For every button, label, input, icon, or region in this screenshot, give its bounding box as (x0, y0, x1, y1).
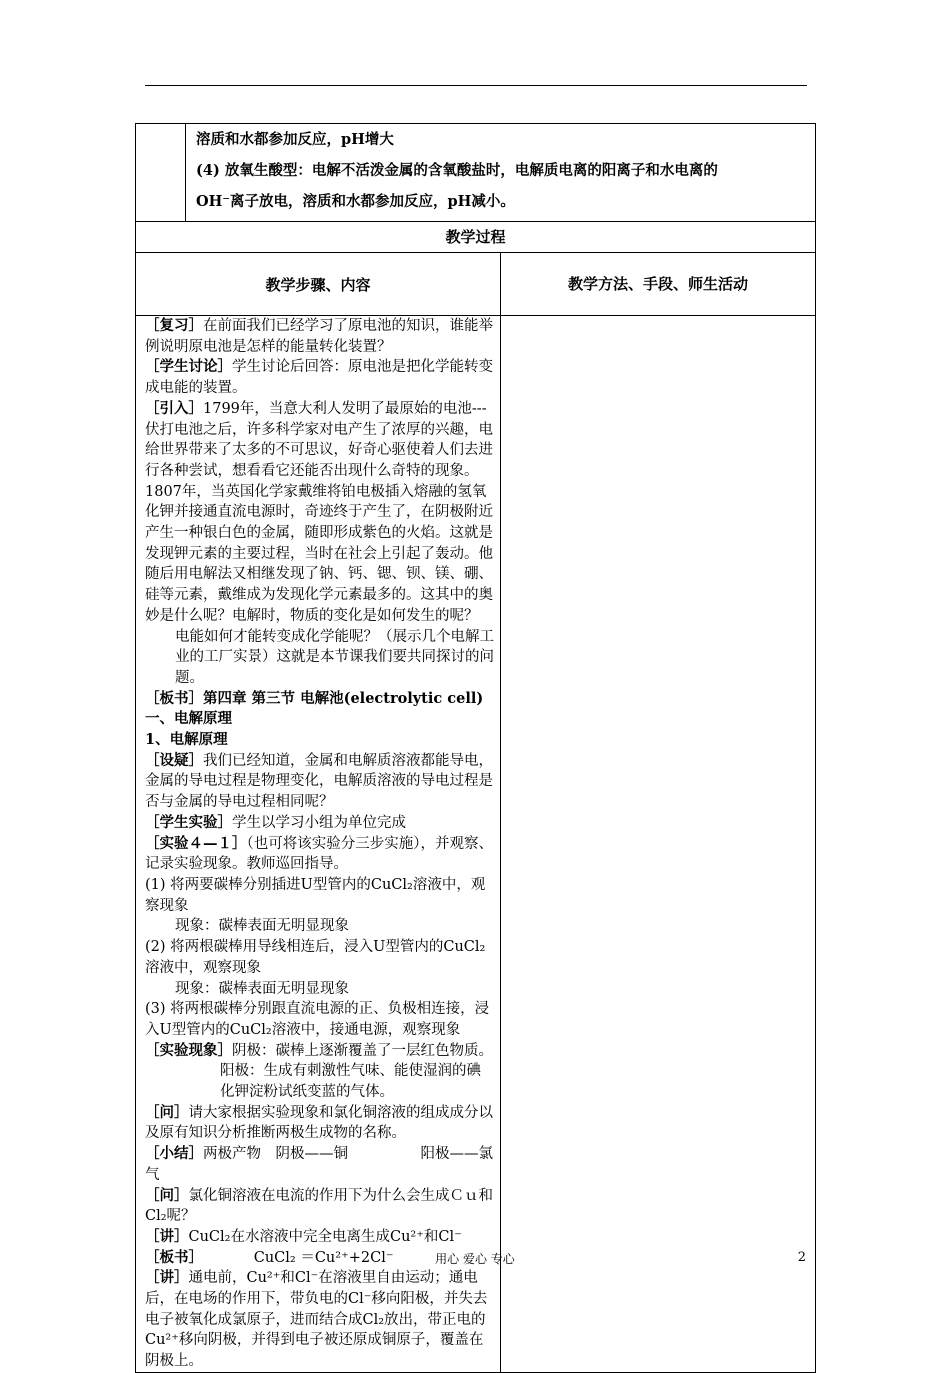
paragraph-text: (2) 将两根碳棒用导线相连后，浸入U型管内的CuCl₂溶液中，观察现象 (145, 939, 486, 976)
paragraph-text: (3) 将两根碳棒分别跟直流电源的正、负极相连接，浸入U型管内的CuCl₂溶液中，接通电源，观察现象 (145, 1001, 490, 1038)
paragraph-text: 现象：碳棒表面无明显现象 (175, 980, 349, 997)
paragraph-text: 1、电解原理 (145, 731, 228, 749)
content-paragraph (145, 999, 494, 1040)
content-paragraph (145, 709, 494, 730)
paragraph-tag: ［讲］ (145, 1227, 189, 1245)
paragraph-tag: ［引入］ (145, 399, 203, 417)
top-box (186, 124, 816, 222)
paragraph-text: CuCl₂在水溶液中完全电离生成Cu²⁺和Cl⁻ (188, 1228, 462, 1245)
paragraph-tag: ［板书］ (145, 689, 203, 707)
content-paragraph (145, 1268, 494, 1372)
paragraph-tag: ［问］ (145, 1103, 189, 1121)
paragraph-text: 学生以学习小组为单位完成 (232, 814, 406, 831)
content-paragraph (145, 627, 494, 689)
section-title: 教学过程 (136, 222, 816, 253)
content-paragraph (145, 916, 494, 937)
top-line-3: OH⁻离子放电，溶质和水都参加反应，pH减小。 (196, 193, 515, 210)
content-paragraph (145, 1186, 494, 1227)
paragraph-text: 学生讨论后回答：原电池是把化学能转变成电能的装置。 (145, 359, 493, 397)
content-cell (136, 316, 501, 1373)
paragraph-tag: ［板书］ (145, 1248, 196, 1266)
content-paragraph (145, 357, 494, 398)
content-paragraph (145, 813, 494, 834)
paragraph-tag: ［实验现象］ (145, 1041, 232, 1059)
paragraph-text: 两极产物 阴极——铜 阳极——氯气 (145, 1146, 493, 1183)
paragraph-text: 电能如何才能转变成化学能呢？（展示几个电解工业的工厂实景）这就是本节课我们要共同探讨的问题。 (175, 628, 494, 686)
paragraph-text: 现象：碳棒表面无明显现象 (175, 918, 349, 935)
column-header-steps: 教学步骤、内容 (136, 253, 501, 316)
paragraph-tag: ［设疑］ (145, 751, 203, 769)
page-number: 2 (797, 1250, 806, 1265)
paragraph-text: 在前面我们已经学习了原电池的知识，谁能举例说明原电池是怎样的能量转化装置？ (145, 318, 493, 355)
content-paragraph (145, 1061, 494, 1102)
paragraph-text: 阳极：生成有刺激性气味、能使湿润的碘化钾淀粉试纸变蓝的气体。 (220, 1063, 481, 1101)
methods-cell (501, 316, 816, 1373)
paragraph-text: 阴极：碳棒上逐渐覆盖了一层红色物质。 (232, 1042, 493, 1059)
paragraph-tag: ［学生实验］ (145, 813, 232, 831)
paragraph-tag: ［讲］ (145, 1269, 189, 1287)
header-rule (145, 85, 807, 86)
paragraph-text: CuCl₂ ＝Cu²⁺+2Cl⁻ (195, 1249, 394, 1266)
content-paragraph (145, 1103, 494, 1144)
paragraph-tag: ［学生讨论］ (145, 358, 232, 376)
lesson-table (135, 123, 816, 1373)
paragraph-text: 一、电解原理 (145, 710, 232, 728)
content-paragraph (145, 1144, 494, 1185)
content-paragraph (145, 689, 494, 710)
paragraph-tag: ［问］ (145, 1186, 189, 1204)
content-paragraph (145, 399, 494, 627)
content-paragraph (145, 316, 494, 357)
paragraph-text: 1799年，当意大利人发明了最原始的电池---伏打电池之后，许多科学家对电产生了浓厚的兴趣，电给世界带来了太多的不可思议，好奇心驱使着人们去进行各种尝试，想看看它还能否出现什么奇特的现象。1807年，当英国化学家戴维将铂电极插入熔融的氢氧化钾并接通直流电源时，奇迹终于产生了，在阴极附近产生一种银白色的金属，随即形成紫色的火焰。这就是发现钾元素的主要过程，当时在社会上引起了轰动。他随后用电解法又相继发现了钠、钙、锶、钡、镁、硼、硅等元素，戴维成为发现化学元素最多的。这其中的奥妙是什么呢？电解时，物质的变化是如何发生的呢？ (145, 400, 493, 624)
paragraph-tag: ［小结］ (145, 1145, 203, 1163)
content-paragraph (145, 834, 494, 875)
content-paragraph (145, 730, 494, 751)
content-paragraph (145, 1041, 494, 1062)
top-line-2: (4) 放氧生酸型：电解不活泼金属的含氧酸盐时，电解质电离的阳离子和水电离的 (196, 162, 718, 179)
content-list (145, 316, 494, 1372)
paragraph-text: 我们已经知道，金属和电解质溶液都能导电，金属的导电过程是物理变化，电解质溶液的导电过程是否与金属的导电过程相同呢？ (145, 752, 493, 811)
top-left-cell (136, 124, 186, 222)
content-paragraph (145, 937, 494, 978)
paragraph-tag: ［复习］ (145, 317, 203, 334)
content-paragraph (145, 1227, 494, 1248)
content-paragraph (145, 751, 494, 813)
paragraph-text: 通电前，Cu²⁺和Cl⁻在溶液里自由运动；通电后，在电场的作用下，带负电的Cl⁻移向阳极，并失去电子被氧化成氯原子，进而结合成Cl₂放出，带正电的Cu²⁺移向阴极，并得到电子被还原成铜原子，覆盖在阴极上。 (145, 1270, 488, 1370)
paragraph-text: 氯化铜溶液在电流的作用下为什么会生成Ｃｕ和Cl₂呢？ (145, 1187, 493, 1225)
column-header-methods: 教学方法、手段、师生活动 (501, 253, 816, 316)
paragraph-text: 第四章 第三节 电解池(electrolytic cell) (203, 689, 484, 707)
paragraph-tag: ［实验４—１］ (145, 834, 247, 852)
footer-text: 用心 爱心 专心 (435, 1252, 515, 1266)
paragraph-text: (1) 将两要碳棒分别插进U型管内的CuCl₂溶液中，观察现象 (145, 876, 486, 914)
paragraph-text: 请大家根据实验现象和氯化铜溶液的组成成分以及原有知识分析推断两极生成物的名称。 (145, 1104, 493, 1142)
content-paragraph (145, 979, 494, 1000)
paragraph-text: （也可将该实验分三步实施），并观察、记录实验现象。教师巡回指导。 (145, 835, 493, 873)
top-line-1: 溶质和水都参加反应，pH增大 (196, 131, 394, 148)
content-paragraph (145, 875, 494, 916)
